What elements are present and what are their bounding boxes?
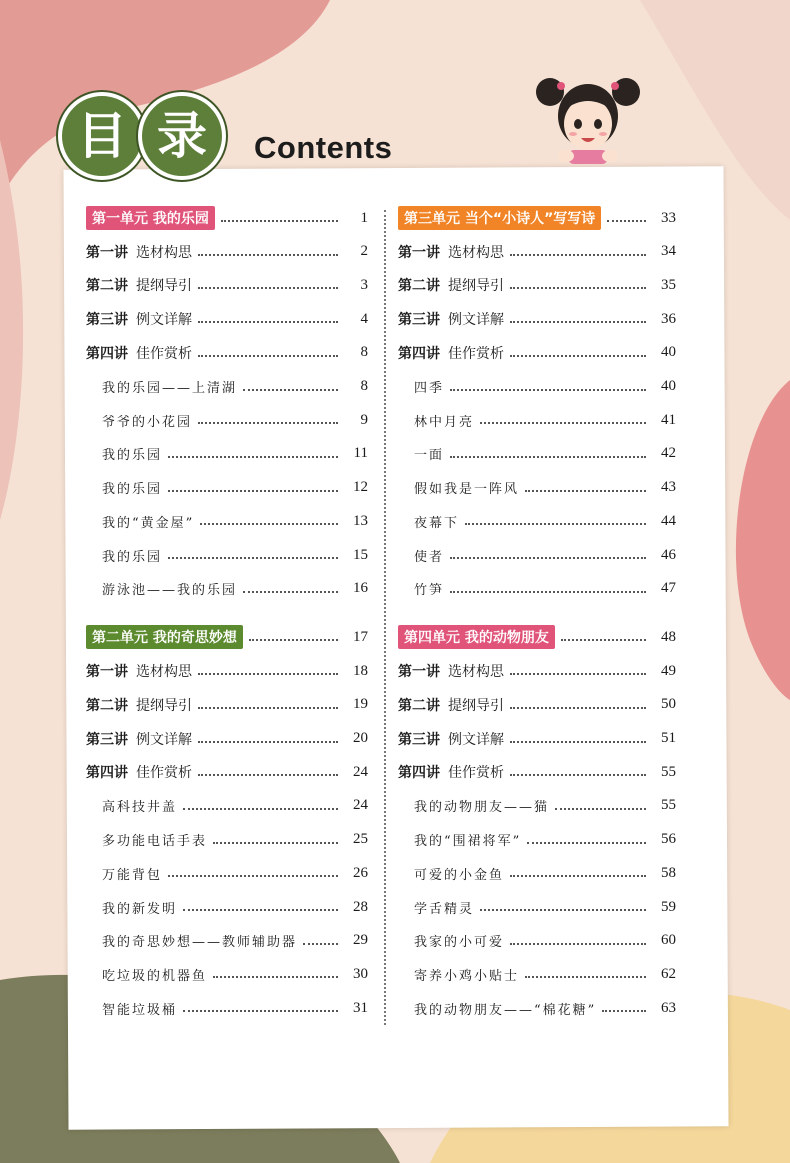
toc-entry: [414, 476, 676, 500]
toc-entry: [414, 929, 676, 953]
page-number: 40: [661, 378, 676, 394]
article-title: 万能背包: [102, 867, 163, 883]
page-number: 56: [661, 831, 676, 848]
toc-entry: [86, 625, 368, 649]
lecture-title: [86, 343, 192, 363]
page-number: 47: [661, 580, 676, 597]
toc-entry: [102, 577, 368, 601]
page-number: 26: [353, 864, 368, 881]
contents-subtitle: Contents: [254, 130, 393, 165]
lecture-number: 第一讲: [86, 664, 128, 681]
lecture-label: 例文详解: [448, 312, 504, 329]
lecture-title: [86, 729, 192, 749]
leader-dots: [198, 422, 338, 424]
leader-dots: [510, 875, 646, 877]
toc-entry: [86, 727, 368, 751]
leader-dots: [198, 287, 338, 289]
lecture-title: [398, 309, 504, 329]
toc-entry: [86, 341, 368, 365]
toc-entry: [398, 307, 676, 331]
toc-entry: [414, 577, 676, 601]
page-number: 2: [360, 243, 368, 260]
page-number: 9: [360, 411, 368, 428]
page-number: 16: [353, 580, 368, 597]
article-title: 我的乐园: [102, 549, 163, 565]
lecture-number: 第三讲: [86, 312, 128, 329]
page-number: 8: [360, 344, 368, 361]
leader-dots: [168, 875, 338, 877]
lecture-number: 第二讲: [86, 278, 128, 295]
article-title: 我的乐园——上清湖: [102, 381, 238, 396]
leader-dots: [168, 456, 338, 458]
article-title: 高科技井盖: [102, 800, 178, 816]
toc-entry: [102, 408, 368, 432]
toc-entry: [414, 996, 676, 1020]
lecture-number: 第一讲: [398, 244, 440, 261]
article-title: 一面: [414, 448, 445, 464]
article-title: 游泳池——我的乐园: [102, 583, 238, 599]
toc-entry: [102, 996, 368, 1020]
leader-dots: [183, 909, 338, 911]
toc-entry: [86, 206, 368, 230]
page-number: 25: [353, 831, 368, 848]
lecture-title: [398, 343, 504, 363]
leader-dots: [555, 808, 646, 810]
toc-entry: [414, 962, 676, 986]
page-number: 31: [353, 999, 368, 1016]
toc-entry: [414, 509, 676, 533]
leader-dots: [510, 673, 646, 675]
lecture-title: [86, 242, 192, 262]
lecture-number: 第四讲: [398, 345, 440, 362]
girl-illustration: [528, 64, 648, 174]
leader-dots: [450, 557, 646, 559]
page-number: 58: [661, 864, 676, 881]
toc-entry: [86, 273, 368, 297]
leader-dots: [213, 842, 338, 844]
leader-dots: [480, 909, 646, 911]
lecture-number: 第一讲: [398, 664, 440, 681]
title-char-2: 录: [138, 92, 226, 180]
toc-entry: [414, 828, 676, 852]
leader-dots: [243, 591, 338, 593]
toc-entry: [414, 861, 676, 885]
page-number: 24: [353, 797, 368, 814]
toc-entry: [398, 760, 676, 784]
article-title: 夜幕下: [414, 515, 460, 531]
leader-dots: [243, 389, 338, 391]
page-number: 40: [661, 344, 676, 361]
toc-entry: [398, 341, 676, 365]
leader-dots: [213, 976, 338, 978]
page-number: 62: [661, 965, 676, 982]
unit-heading: 第三单元 当个“小诗人”写写诗: [398, 206, 601, 230]
leader-dots: [168, 490, 338, 492]
lecture-number: 第四讲: [86, 765, 128, 782]
toc-entry: [102, 375, 368, 399]
page-number: 60: [661, 932, 676, 949]
lecture-label: 提纲导引: [448, 697, 504, 714]
toc-entry: [102, 962, 368, 986]
page-number: 59: [661, 898, 676, 915]
page-number: 19: [353, 696, 368, 713]
page-number: 55: [661, 797, 676, 814]
page-number: 36: [661, 310, 676, 327]
article-title: 我的乐园: [102, 448, 163, 464]
page-number: 42: [661, 445, 676, 462]
article-title: 我的奇思妙想——教师辅助器: [102, 935, 298, 951]
leader-dots: [198, 321, 338, 323]
page-number: 50: [661, 696, 676, 713]
toc-entry: [102, 828, 368, 852]
page-number: 1: [360, 209, 368, 226]
toc-entry: [102, 442, 368, 466]
article-title: 我的动物朋友——“棉花糖”: [414, 1002, 597, 1018]
lecture-number: 第一讲: [86, 244, 128, 261]
toc-entry: [414, 442, 676, 466]
leader-dots: [465, 523, 646, 525]
lecture-label: 选材构思: [136, 664, 192, 681]
page-number: 3: [360, 276, 368, 293]
leader-dots: [450, 591, 646, 593]
leader-dots: [198, 774, 338, 776]
article-title: 吃垃圾的机器鱼: [102, 968, 208, 984]
toc-entry: [398, 659, 676, 683]
leader-dots: [510, 287, 646, 289]
lecture-title: [398, 661, 504, 681]
article-title: 学舌精灵: [414, 901, 475, 917]
page-number: 49: [661, 662, 676, 679]
lecture-title: [398, 275, 504, 295]
page-number: 12: [353, 479, 368, 496]
page-number: 13: [353, 512, 368, 529]
toc-entry: [86, 659, 368, 683]
page-number: 17: [353, 628, 368, 645]
lecture-label: 提纲导引: [136, 697, 192, 714]
lecture-title: [86, 275, 192, 295]
toc-entry: [414, 543, 676, 567]
page-number: 8: [360, 378, 368, 394]
toc-entry: [86, 760, 368, 784]
toc-entry: [398, 240, 676, 264]
lecture-title: [86, 762, 192, 782]
toc-entry: [102, 543, 368, 567]
page-number: 34: [661, 243, 676, 260]
lecture-label: 提纲导引: [448, 278, 504, 295]
leader-dots: [198, 673, 338, 675]
article-title: 寄养小鸡小贴士: [414, 968, 520, 984]
article-title: 智能垃圾桶: [102, 1002, 178, 1018]
leader-dots: [510, 774, 646, 776]
unit-heading: 第四单元 我的动物朋友: [398, 625, 555, 649]
toc-entry: [102, 895, 368, 919]
lecture-number: 第四讲: [86, 345, 128, 362]
lecture-label: 佳作赏析: [448, 345, 504, 362]
leader-dots: [510, 254, 646, 256]
lecture-label: 佳作赏析: [448, 765, 504, 782]
lecture-number: 第二讲: [398, 697, 440, 714]
article-title: 我的动物朋友——猫: [414, 800, 550, 816]
lecture-label: 选材构思: [136, 244, 192, 261]
page-number: 18: [353, 662, 368, 679]
article-title: 林中月亮: [414, 414, 475, 430]
page-number: 44: [661, 512, 676, 529]
lecture-number: 第三讲: [398, 731, 440, 748]
toc-entry: [398, 693, 676, 717]
toc-entry: [86, 307, 368, 331]
lecture-number: 第二讲: [86, 697, 128, 714]
leader-dots: [510, 321, 646, 323]
lecture-label: 例文详解: [448, 731, 504, 748]
article-title: 使者: [414, 549, 445, 565]
title-char-1: 目: [58, 92, 146, 180]
leader-dots: [221, 220, 338, 222]
article-title: 爷爷的小花园: [102, 414, 193, 430]
leader-dots: [607, 220, 646, 222]
leader-dots: [561, 639, 646, 641]
page-number: 41: [661, 411, 676, 428]
page-number: 46: [661, 546, 676, 563]
toc-entry: [102, 509, 368, 533]
leader-dots: [200, 523, 338, 525]
leader-dots: [510, 355, 646, 357]
article-title: 假如我是一阵风: [414, 482, 520, 498]
unit-heading: 第二单元 我的奇思妙想: [86, 625, 243, 649]
leader-dots: [450, 456, 646, 458]
article-title: 我的“围裙将军”: [414, 834, 522, 850]
leader-dots: [510, 707, 646, 709]
lecture-label: 提纲导引: [136, 278, 192, 295]
lecture-label: 佳作赏析: [136, 765, 192, 782]
lecture-number: 第二讲: [398, 278, 440, 295]
lecture-number: 第四讲: [398, 765, 440, 782]
leader-dots: [249, 639, 338, 641]
leader-dots: [602, 1010, 646, 1012]
unit-heading: 第一单元 我的乐园: [86, 206, 215, 230]
page-number: 63: [661, 999, 676, 1016]
leader-dots: [183, 1010, 338, 1012]
leader-dots: [525, 490, 646, 492]
lecture-title: [398, 762, 504, 782]
article-title: 我的新发明: [102, 901, 178, 917]
lecture-label: 选材构思: [448, 244, 504, 261]
leader-dots: [450, 389, 646, 391]
leader-dots: [198, 707, 338, 709]
lecture-label: 佳作赏析: [136, 345, 192, 362]
leader-dots: [525, 976, 646, 978]
toc-entry: [102, 476, 368, 500]
lecture-number: 第三讲: [398, 312, 440, 329]
page-number: 55: [661, 763, 676, 780]
article-title: 竹笋: [414, 583, 445, 599]
page-number: 28: [353, 898, 368, 915]
leader-dots: [198, 355, 338, 357]
lecture-title: [398, 242, 504, 262]
page-number: 24: [353, 763, 368, 780]
page-number: 15: [353, 546, 368, 563]
page-number: 30: [353, 965, 368, 982]
leader-dots: [183, 808, 338, 810]
leader-dots: [480, 422, 646, 424]
toc-entry: [414, 408, 676, 432]
lecture-number: 第三讲: [86, 731, 128, 748]
leader-dots: [198, 254, 338, 256]
lecture-label: 例文详解: [136, 731, 192, 748]
article-title: 我家的小可爱: [414, 935, 505, 951]
page-number: 35: [661, 276, 676, 293]
toc-entry: [102, 794, 368, 818]
leader-dots: [168, 557, 338, 559]
leader-dots: [510, 943, 646, 945]
toc-entry: [86, 240, 368, 264]
page-number: 29: [353, 932, 368, 949]
lecture-title: [86, 309, 192, 329]
toc-entry: [414, 895, 676, 919]
leader-dots: [303, 943, 338, 945]
toc-entry: [398, 727, 676, 751]
toc-entry: [398, 206, 676, 230]
article-title: 我的“黄金屋”: [102, 515, 195, 531]
page-number: 4: [360, 310, 368, 327]
article-title: 可爱的小金鱼: [414, 867, 505, 883]
page-number: 11: [353, 445, 368, 462]
lecture-label: 选材构思: [448, 664, 504, 681]
toc-entry: [102, 861, 368, 885]
lecture-title: [398, 695, 504, 715]
leader-dots: [198, 741, 338, 743]
lecture-title: [398, 729, 504, 749]
toc-entry: [398, 273, 676, 297]
toc-entry: [398, 625, 676, 649]
page-number: 51: [661, 730, 676, 746]
leader-dots: [510, 741, 646, 743]
lecture-label: 例文详解: [136, 312, 192, 329]
page-number: 33: [661, 209, 676, 226]
page-number: 43: [661, 479, 676, 496]
toc-entry: [414, 794, 676, 818]
leader-dots: [527, 842, 646, 844]
article-title: 我的乐园: [102, 482, 163, 498]
lecture-title: [86, 695, 192, 715]
toc-entry: [86, 693, 368, 717]
column-divider: [384, 210, 386, 1025]
page-number: 48: [661, 628, 676, 645]
toc-entry: [414, 375, 676, 399]
article-title: 多功能电话手表: [102, 834, 208, 850]
page-number: 20: [353, 730, 368, 746]
lecture-title: [86, 661, 192, 681]
toc-entry: [102, 929, 368, 953]
article-title: 四季: [414, 381, 445, 396]
